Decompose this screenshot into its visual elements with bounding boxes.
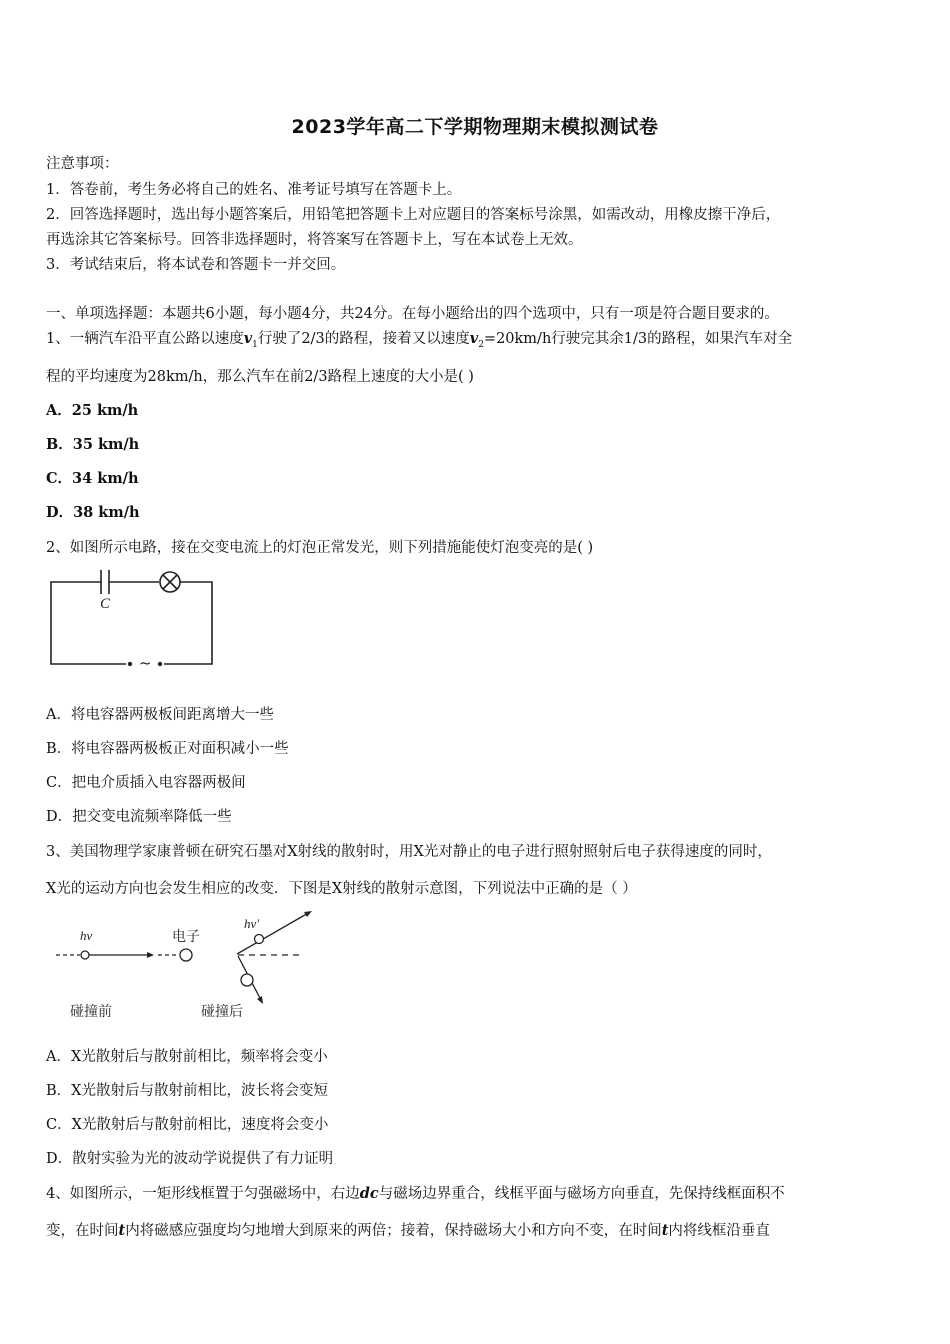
electron-before [180, 949, 192, 961]
q1-v2-sub: 2 [478, 339, 484, 350]
notice-item-3: 3．考试结束后，将本试卷和答题卡一并交回。 [46, 257, 346, 273]
circuit-wire [51, 582, 126, 664]
source-terminal-left [128, 662, 132, 666]
after-label: 碰撞后 [201, 1004, 243, 1020]
q3-option-c: C．X光散射后与散射前相比，速度将会变小 [46, 1117, 329, 1133]
q2-option-d: D．把交变电流频率降低一些 [46, 809, 232, 825]
notice-item-2-cont: 再选涂其它答案标号。回答非选择题时，将答案写在答题卡上，写在本试卷上无效。 [46, 232, 583, 248]
photon-out-label: hν′ [244, 916, 260, 931]
q1-option-a: A．25 km/h [46, 402, 139, 419]
capacitor-label: C [100, 596, 111, 612]
section-heading: 一、单项选择题：本题共6小题，每小题4分，共24分。在每小题给出的四个选项中，只有一项是符合题目要求的。 [46, 306, 779, 322]
q2-option-a: A．将电容器两极板间距离增大一些 [46, 707, 274, 723]
q3-option-d: D．散射实验为光的波动学说提供了有力证明 [46, 1151, 334, 1167]
q3-stem-line2: X光的运动方向也会发生相应的改变．下图是X射线的散射示意图，下列说法中正确的是（ ） [46, 881, 637, 897]
q1-v2: v [469, 330, 479, 347]
q2-option-b: B．将电容器两极板正对面积减小一些 [46, 741, 289, 757]
notice-item-1: 1．答卷前，考生务必将自己的姓名、准考证号填写在答题卡上。 [46, 182, 462, 198]
recoil-electron [241, 974, 253, 986]
notice-item-2: 2．回答选择题时，选出每小题答案后，用铅笔把答题卡上对应题目的答案标号涂黑，如需改动，用橡皮擦干净后， [46, 207, 781, 223]
q1-v1: v [243, 330, 253, 347]
q4-text-c: 变，在时间 [46, 1223, 119, 1239]
q4-text-a: 4、如图所示，一矩形线框置于匀强磁场中，右边 [46, 1186, 360, 1202]
q1-option-d: D．38 km/h [46, 504, 140, 521]
source-terminal-right [158, 662, 162, 666]
q3-option-a: A．X光散射后与散射前相比，频率将会变小 [46, 1049, 328, 1065]
q1-text-a: 1、一辆汽车沿平直公路以速度 [46, 331, 244, 347]
q4-text-d: 内将磁感应强度均匀地增大到原来的两倍；接着，保持磁场大小和方向不变，在时间 [125, 1223, 662, 1239]
ac-source-symbol: ~ [139, 654, 152, 672]
q1-v1-sub: 1 [252, 339, 258, 350]
scattered-arrowhead [304, 911, 312, 917]
q3-scattering-figure [54, 910, 316, 1020]
incident-photon [81, 951, 89, 959]
q3-option-b: B．X光散射后与散射前相比，波长将会变短 [46, 1083, 328, 1099]
q2-stem: 2、如图所示电路，接在交变电流上的灯泡正常发光，则下列措施能使灯泡变亮的是( ) [46, 540, 594, 556]
q2-option-c: C．把电介质插入电容器两极间 [46, 775, 246, 791]
circuit-wire-right [164, 582, 212, 664]
q1-text-c: =20km/h行驶完其余1/3的路程，如果汽车对全 [483, 331, 793, 347]
photon-in-label: hν [80, 928, 93, 943]
q4-t2: t [661, 1222, 669, 1239]
q1-stem-line1 [46, 327, 792, 350]
exam-title: 2023学年高二下学期物理期末模拟测试卷 [291, 116, 659, 138]
q1-text-b: 行驶了2/3的路程，接着又以速度 [257, 331, 470, 347]
q4-text-b: 与磁场边界重合，线框平面与磁场方向垂直，先保持线框面积不 [378, 1186, 785, 1202]
q3-stem-line1: 3、美国物理学家康普顿在研究石墨对X射线的散射时，用X光对静止的电子进行照射照射后电子获得速度的同时， [46, 844, 772, 860]
incident-arrowhead [147, 952, 154, 958]
q4-dc: dc [359, 1185, 379, 1202]
before-label: 碰撞前 [70, 1004, 112, 1020]
q4-text-e: 内将线框沿垂直 [668, 1223, 770, 1239]
electron-label: 电子 [172, 929, 200, 945]
q1-option-c: C．34 km/h [46, 470, 139, 487]
scattered-photon [255, 935, 264, 944]
q4-t1: t [118, 1222, 126, 1239]
q1-option-b: B．35 km/h [46, 436, 140, 453]
q1-stem-line2: 程的平均速度为28km/h，那么汽车在前2/3路程上速度的大小是( ) [46, 369, 474, 385]
recoil-arrowhead [257, 996, 263, 1004]
q2-circuit-figure [46, 568, 216, 672]
q4-stem-line2 [46, 1219, 770, 1240]
notice-heading: 注意事项： [46, 156, 119, 172]
q4-stem-line1 [46, 1182, 785, 1203]
